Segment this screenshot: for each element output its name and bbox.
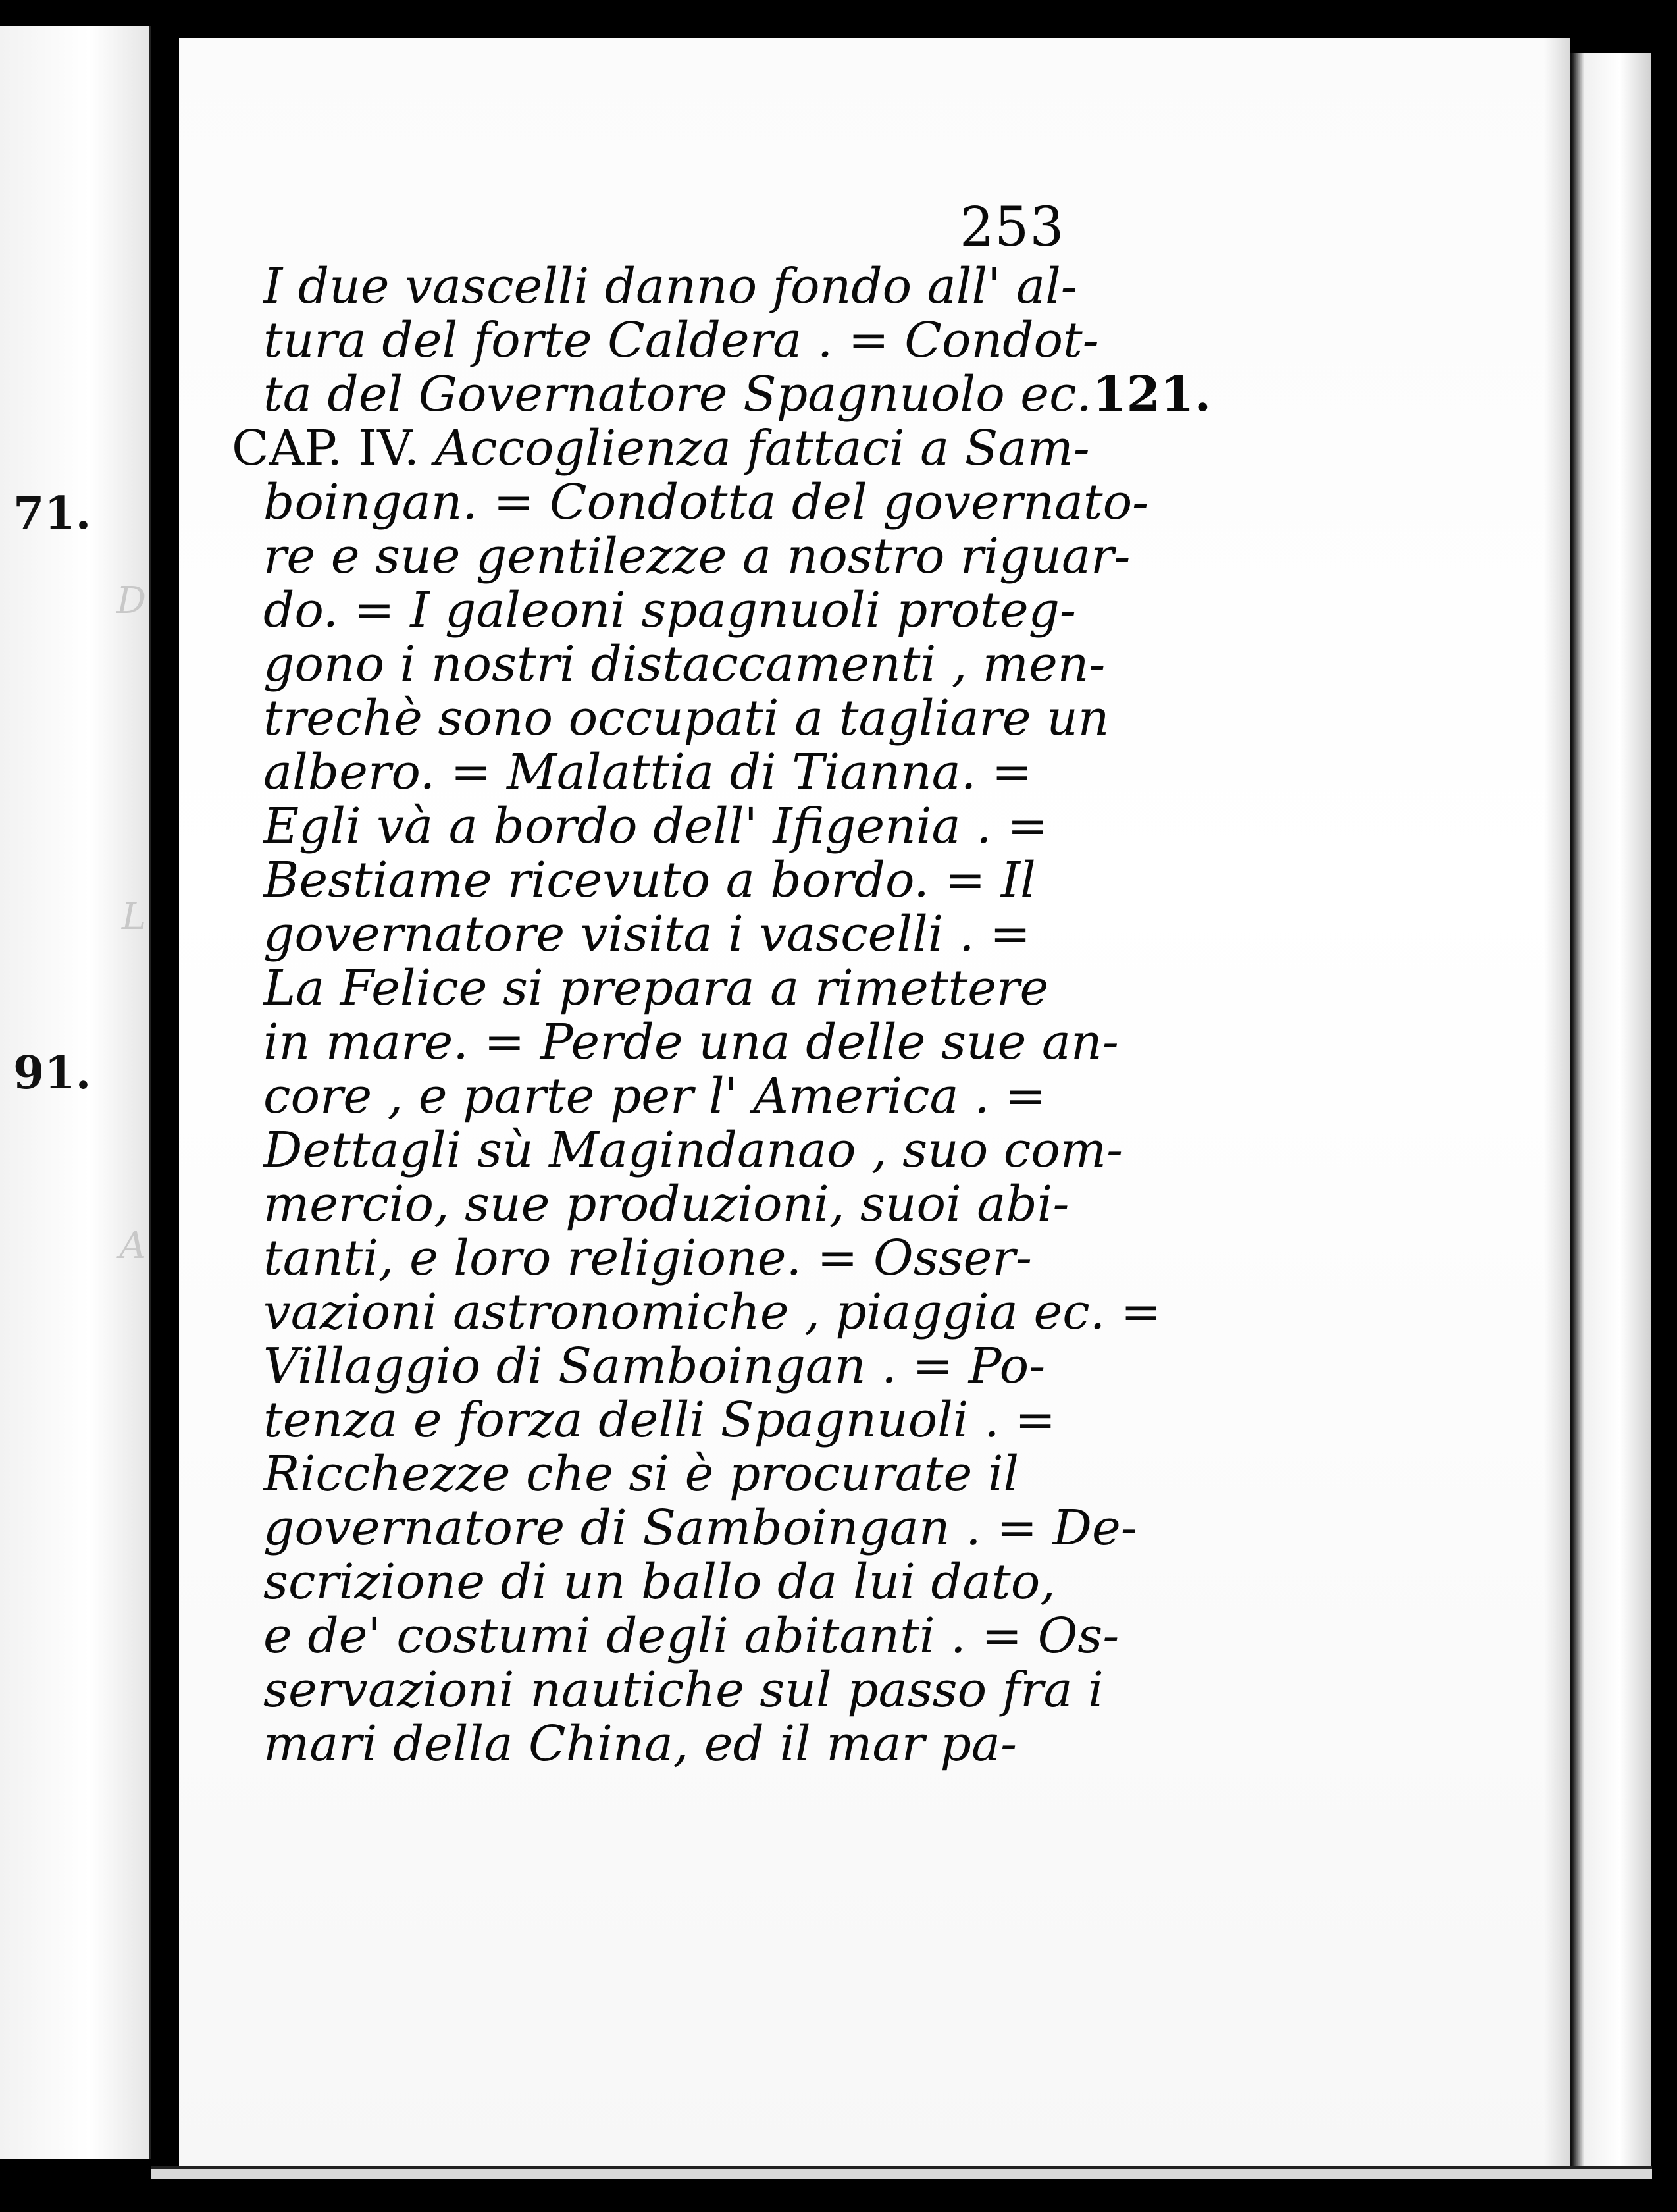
page-number: 253 [960, 196, 1065, 259]
line-text: mari della China, ed il mar pa- [263, 1716, 1017, 1772]
line-text: tanti, e loro religione. = Osser- [263, 1230, 1032, 1286]
line-text: mercio, sue produzioni, suoi abi- [263, 1176, 1070, 1232]
text-line [263, 852, 1036, 908]
text-line [263, 1014, 1119, 1070]
text-line [263, 1338, 1046, 1394]
line-text: Egli và a bordo dell' Ifigenia . = [263, 798, 1048, 855]
line-text: re e sue gentilezze a nostro riguar- [263, 528, 1131, 585]
text-line [263, 1608, 1120, 1664]
line-text: scrizione di un ballo da lui dato, [263, 1554, 1056, 1610]
right-page-edges [1570, 53, 1651, 2172]
line-text: ta del Governatore Spagnuolo ec. [263, 366, 1093, 423]
text-line [263, 1230, 1032, 1286]
text-line [263, 1446, 1019, 1502]
line-text: Dettagli sù Magindanao , suo com- [263, 1122, 1123, 1178]
bleed-through-text: L [121, 895, 146, 938]
line-text: Ricchezze che si è procurate il [263, 1446, 1019, 1502]
text-line [263, 1716, 1017, 1772]
line-text: Accoglienza fattaci a Sam- [434, 420, 1090, 477]
line-text: core , e parte per l' America . = [263, 1068, 1046, 1124]
text-line [263, 744, 1033, 801]
line-text: La Felice si prepara a rimettere [263, 960, 1049, 1016]
left-margin-number: 71. [13, 487, 91, 540]
line-text: tenza e forza delli Spagnuoli . = [263, 1392, 1056, 1448]
text-line [263, 1284, 1162, 1340]
line-text: e de' costumi degli abitanti . = Os- [263, 1608, 1120, 1664]
chapter-label: CAP. IV. [232, 420, 435, 477]
text-line [263, 312, 1099, 369]
text-line [263, 582, 1077, 639]
text-line [263, 474, 1149, 531]
page-reference: 121. [1093, 366, 1212, 423]
gutter [151, 0, 179, 2212]
bleed-through-text: D [116, 579, 146, 622]
text-line [263, 1392, 1056, 1448]
line-text: tura del forte Caldera . = Condot- [263, 312, 1099, 369]
bottom-page-edge [151, 2166, 1652, 2179]
line-text: trechè sono occupati a tagliare un [263, 690, 1110, 747]
line-text: in mare. = Perde una delle sue an- [263, 1014, 1119, 1070]
text-line [263, 960, 1049, 1016]
line-text: governatore di Samboingan . = De- [263, 1500, 1137, 1556]
text-line [263, 1176, 1070, 1232]
line-text: albero. = Malattia di Tianna. = [263, 744, 1033, 801]
line-text: governatore visita i vascelli . = [263, 906, 1031, 962]
text-line [263, 528, 1131, 585]
text-line [263, 1122, 1123, 1178]
text-line [263, 1500, 1137, 1556]
text-line [263, 258, 1077, 315]
text-line [263, 366, 1212, 423]
line-text: I due vascelli danno fondo all' al- [263, 258, 1077, 315]
line-text: vazioni astronomiche , piaggia ec. = [263, 1284, 1162, 1340]
line-text: Bestiame ricevuto a bordo. = Il [263, 852, 1036, 908]
line-text: Villaggio di Samboingan . = Po- [263, 1338, 1046, 1394]
text-line [263, 1662, 1104, 1718]
line-text: do. = I galeoni spagnuoli proteg- [263, 582, 1077, 639]
text-line [263, 1068, 1046, 1124]
bleed-through-text: A [119, 1224, 146, 1267]
line-text: servazioni nautiche sul passo fra i [263, 1662, 1104, 1718]
book-page [179, 38, 1570, 2171]
text-line [263, 798, 1048, 855]
text-line [263, 1554, 1056, 1610]
text-line [232, 420, 1090, 477]
text-line [263, 690, 1110, 747]
text-line [263, 636, 1106, 693]
text-line [263, 906, 1031, 962]
line-text: gono i nostri distaccamenti , men- [263, 636, 1106, 693]
line-text: boingan. = Condotta del governato- [263, 474, 1149, 531]
left-margin-number: 91. [13, 1047, 91, 1099]
